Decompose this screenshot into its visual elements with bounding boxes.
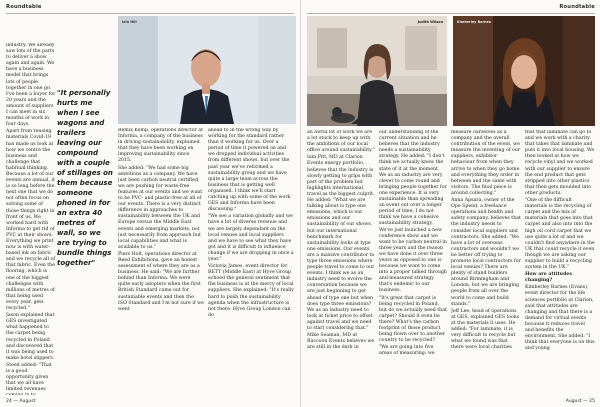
paragraph: Iain Pitt, MD at Clarion Events energy portfolio, believes that the industry is slowly getting to grips with part of the problem but highlights international travel as the biggest culprit. He added: "What we are talking about is type one emissions, which is our emissions and our sustainability of our shows, but our international benchmark for sustainability looks at type one emissions. Our events are a massive contributor to type three emissions where people travel to come to our events. I think we as an industry need to evolve the conversation because we are just beginning to get ahead of type one but when does type three emissions? We as an industry need to look at ticket price to offset against travel and we need to start considering that." [307,155,375,331]
pull-quote: "It personally hurts me when I see wagons and trailers leaving our compound with a couple of stillages on them because someone phoned in for an extra 40 metres of wall, so we are trying to bundle things together" [57,89,113,267]
paragraph: "We see a variation globally and we have a lot of diverse revenue and we are largely dependant on the local venues and local suppliers and we have to see what they have got and it is difficult to influence change if we are dropping in once a year." [208,214,294,262]
paragraph: ahead to in the wrong way by working for the standard rather than it working for us. Over a period of time it powered on and we dropped individual activities from different shows, but over the past year we've reformed a sustainability group and we have quite a large team across the business that is getting well organised. I think we'll start catching up with some of the work GES and Informa have been discussing." [208,128,291,213]
portrait-illustration [118,16,296,124]
photo-caption: Kimberley Barnes [457,20,491,24]
portrait-illustration [453,16,595,126]
speaker-photo-kimberley [453,16,595,126]
paragraph: Jason explained that GES investigated what happened to the carpet being recycled in Poland and discovered that it was being used to make hotel slippers. [6,313,55,361]
paragraph: an awful lot of work we are a lot stuck to keep up with the ambitions of our local office around sustainability." [307,130,375,154]
paragraph: Apart from reusing materials Covid-19 has made us look at how we centre the business and challenge that habitual thinking. Because a lot of our events are annual, it is so long before the next one that we do not often focus on solving some of those things right in front of us. We worked hard with Informa to get rid of PVC at their shows. Everything we print now is with water-based ink on fabric and we recycle all of that fabric. Even the flooring, which is one of the biggest challenges with millions of metres of that being used every year, gets recycled." [6,129,56,312]
right-column-1 [307,130,375,396]
paragraph: our understanding of the current situation and he believes that the industry needs a sustainability strategy. He added: "I don't think we actually know the state of it at the moment. We as an industry are very clever to come round and bringing people together for one experience. It is very sustainable than spreading an event out over a longer period of time. I do not think we have a cohesive sustainability strategy. We've just launched a new conference show and we want to be carbon neutral in three years and the reason we have done it over three years as opposed to one is because we want to come into a proper talked through and measured strategy that's endemic to our business. [379,130,447,294]
paragraph: Piers Holt, operations director at Reed Exhibitions, gave an honest assessment of where they are as a business. He said: "We are further behind than Informa. We were quite early adopters when the first British Standard came out for sustainable events and then the ISO Standard and I'm not sure if we went [118,251,204,312]
section-label-left: Roundtable [6,4,42,10]
paragraph: "It's great that carpet is being recycled in Poland, but do we actually need that carpet? Should it even be there? What's the carbon footprint of those product being flown over to another country to be recycled? [379,295,447,344]
right-page [300,0,600,407]
paragraph: "One of the difficult materials is the recycling of carpet and the mix of materials that goes into that carpet and also into into the high oil cord carpet that we use quite a lot of and we couldn't find anywhere in the UK that could recycle it even though we are asking our supplier to build a recycling system in the UK." [525,198,595,271]
paragraph: Anna Apsara, owner of the Ope Spend, a freelance operations and health and safety company, believes that the industry needs to consider local suppliers and contractors. She added: "We have a lot of overseas contractors and wouldn't we be better off trying to promote local contractors for local venues? There are plenty of stand builders around Birmingham and London, but we are bringing people from all over the world to come and build stands." [451,198,521,307]
left-column-3 [118,128,204,396]
paragraph: industry. We already saw lots of the parts to deliver a show again and again. We have a business model that brings lots of people together in one go. I've been a buyer for 20 years and the amount of suppliers I can meet in six months of work in four days. [6,43,56,128]
left-column-1 [6,43,56,395]
right-column-3 [451,130,521,396]
paragraph: that that laminate can go to and we work with a charity that takes that laminate and puts it into local housing. We then looked at how we recycle vinyl and we worked with our supplier to ensure the end product that gets stripped into other plastics that then gets moulded into other products. [525,130,595,196]
paragraph: Victoria James, event director for BETT (Middle East) at Hyve Group echoed the general sentiment that the business is at the mercy of local suppliers. She explained: "It's really hard to push the sustainability agenda when the infrastructure is not there. Hyve Group London can do [208,264,294,318]
right-column-4 [525,130,595,396]
paragraph: She added: "We had some big ambitions as a company. We have just been carbon neutral certified, we are pushing for waste-free features at our events and we want to be PVC- and plastic-free at all of our events. There is a very distinct difference in approaches to sustainability between the UK and Europe versus the Middle East events and emerging markets, not just necessarily from approach but local capabilities and what is available to us." [118,165,203,250]
paragraph: measure ourselves as a company and the overall contribution of the event, we measure the inventing of our suppliers, exhibitor behaviour from when they arrive to when they go home and everything they order in between and the same with visitors. The final piece is around collecting." [451,130,521,196]
left-column-4 [208,128,294,396]
paragraph: Mike Seaman, MD at Raccoon Events believes we are still in the dark in [307,333,375,351]
subheading: How are attitudes changing? [525,272,572,284]
photo-caption: Iain Hill [122,20,137,24]
folio-right: August — 25 [565,399,595,404]
header-rule-right [307,13,595,14]
speaker-photo-iain [118,16,296,124]
portrait-illustration [307,16,447,126]
paragraph: Remix Kemp, operations director at Informa, a company of the business in driving sustainability, explained that they have been working on improving sustainability since 2015. [118,128,203,164]
section-label-right: Roundtable [559,4,595,10]
header-rule-left [6,13,294,14]
folio-left: 24 — August [6,399,36,404]
right-column-2 [379,130,447,396]
paragraph: Jeff Lee, head of operations at GES, explained GES looks at the materials it uses. He added: "For laminate, it is very difficult to recycle but what we found was that there were local charities [451,308,520,351]
paragraph: Steed added: "That is a good opportunity given that we all have limited revenues [6,362,52,393]
photo-caption: Judith Wilson [417,20,443,24]
speaker-photo-judith [307,16,447,126]
paragraph: Kimberley Barnes (Evans), event director for the life sciences portfolio at Clarion, said that attitudes are changing and that there is a demand for virtual events because it reduces travel and benefits the environment. She added: "I think that everyone is on this and young [525,285,595,352]
paragraph: "We are going into five areas of measuring: we [379,345,435,357]
